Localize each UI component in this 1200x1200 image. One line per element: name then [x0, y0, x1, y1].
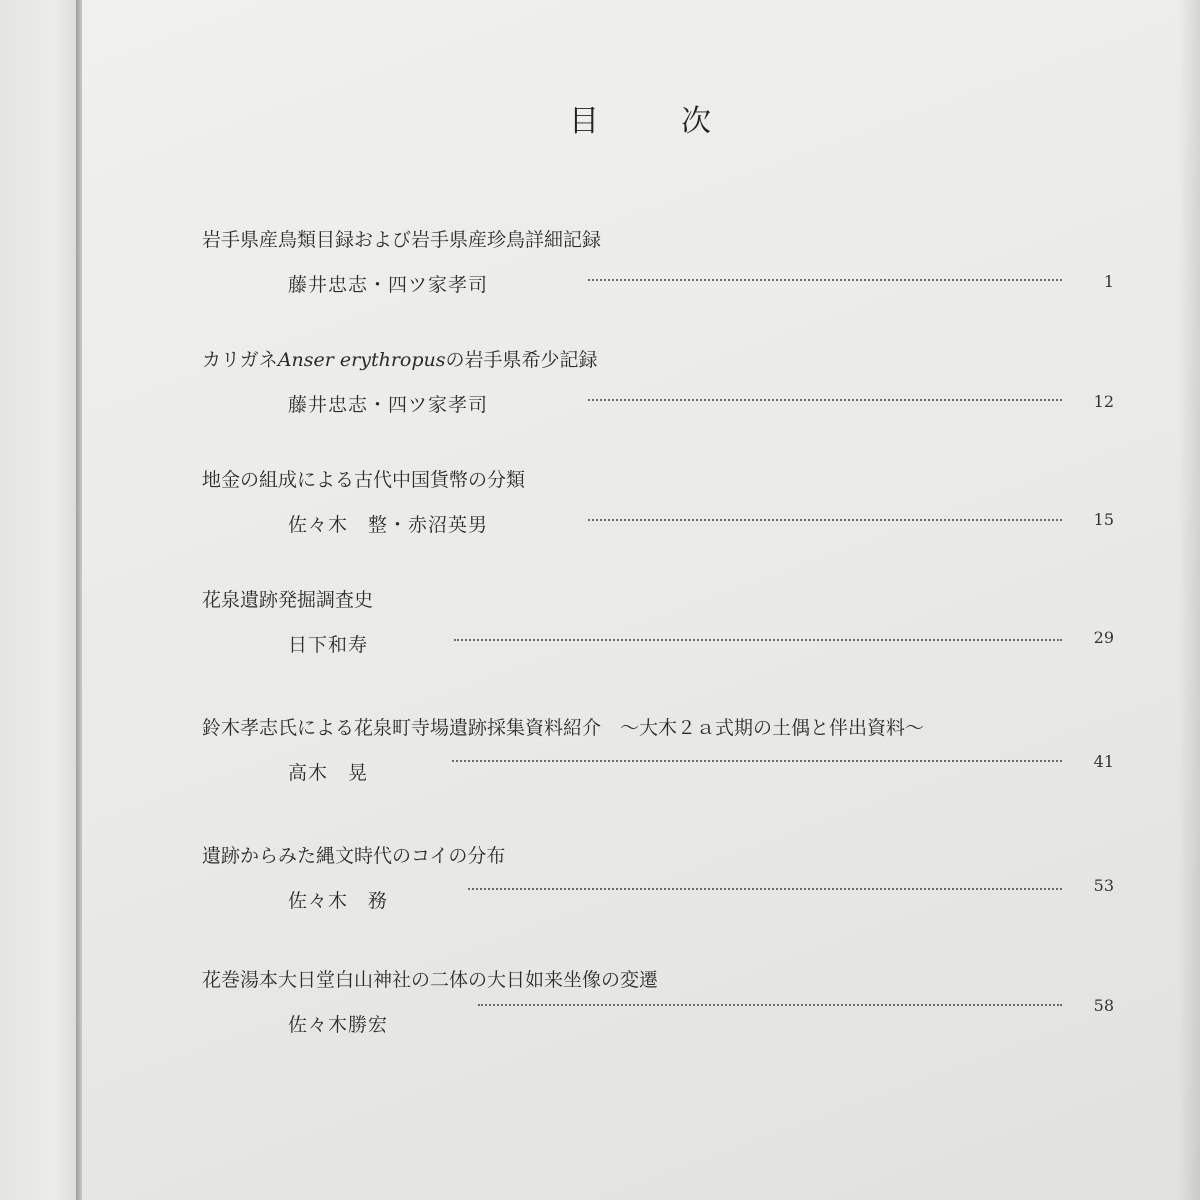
toc-entry: [202, 582, 1114, 662]
entry-byline: [202, 750, 1114, 790]
entry-title: 遺跡からみた縄文時代のコイの分布: [202, 845, 506, 867]
entry-author: 藤井忠志・四ツ家孝司: [288, 394, 489, 416]
entry-byline: [202, 622, 1114, 662]
entry-page-number: 41: [1093, 752, 1114, 771]
dot-leader: [452, 760, 1062, 762]
toc-entry: [202, 710, 1114, 790]
entry-page-number: 12: [1093, 392, 1114, 411]
entry-author: 高木 晃: [288, 762, 369, 784]
entry-byline: [202, 382, 1114, 422]
entry-title-part: カリガネ: [202, 349, 278, 371]
entry-title: 花巻湯本大日堂白山神社の二体の大日如来坐像の変遷: [202, 969, 659, 991]
entry-title: 花泉遺跡発掘調査史: [202, 589, 374, 611]
entry-page-number: 29: [1093, 628, 1114, 647]
title-char-1: 目: [569, 104, 601, 139]
contents-page: [82, 0, 1200, 1200]
entry-byline: [202, 876, 1114, 918]
entry-author: 佐々木勝宏: [288, 1014, 389, 1036]
entry-author: 佐々木 整・赤沼英男: [288, 514, 489, 536]
entry-page-number: 58: [1093, 996, 1114, 1015]
page-title: [82, 96, 1200, 140]
entry-author: 日下和寿: [288, 634, 369, 656]
toc-entry: [202, 462, 1114, 542]
entry-page-number: 1: [1103, 272, 1114, 291]
entry-title: 鈴木孝志氏による花泉町寺場遺跡採集資料紹介 ～大木２ａ式期の土偶と伴出資料～: [202, 717, 925, 739]
page-shadow: [1178, 0, 1200, 1200]
dot-leader: [468, 888, 1062, 890]
entry-byline: [202, 996, 1114, 1042]
dot-leader: [588, 519, 1062, 521]
entry-title-species: Anser erythropus: [277, 349, 446, 371]
toc-entry: [202, 962, 1114, 1042]
title-char-2: 次: [681, 104, 713, 139]
entry-byline: [202, 262, 1114, 302]
facing-page-edge: [0, 0, 78, 1200]
entry-title: 地金の組成による古代中国貨幣の分類: [202, 469, 526, 491]
toc-entry: [202, 838, 1114, 918]
entry-title: 岩手県産鳥類目録および岩手県産珍鳥詳細記録: [202, 229, 602, 251]
entry-title: [202, 342, 1062, 378]
entry-author: 藤井忠志・四ツ家孝司: [288, 274, 489, 296]
dot-leader: [588, 399, 1062, 401]
entry-title-part: の岩手県希少記録: [445, 349, 598, 371]
dot-leader: [588, 279, 1062, 281]
toc-entry: [202, 222, 1114, 302]
dot-leader: [478, 1004, 1062, 1006]
entry-byline: [202, 502, 1114, 542]
entry-page-number: 15: [1093, 510, 1114, 529]
entry-page-number: 53: [1093, 876, 1114, 895]
dot-leader: [454, 639, 1062, 641]
toc-entry: [202, 342, 1114, 422]
entry-author: 佐々木 務: [288, 890, 389, 912]
